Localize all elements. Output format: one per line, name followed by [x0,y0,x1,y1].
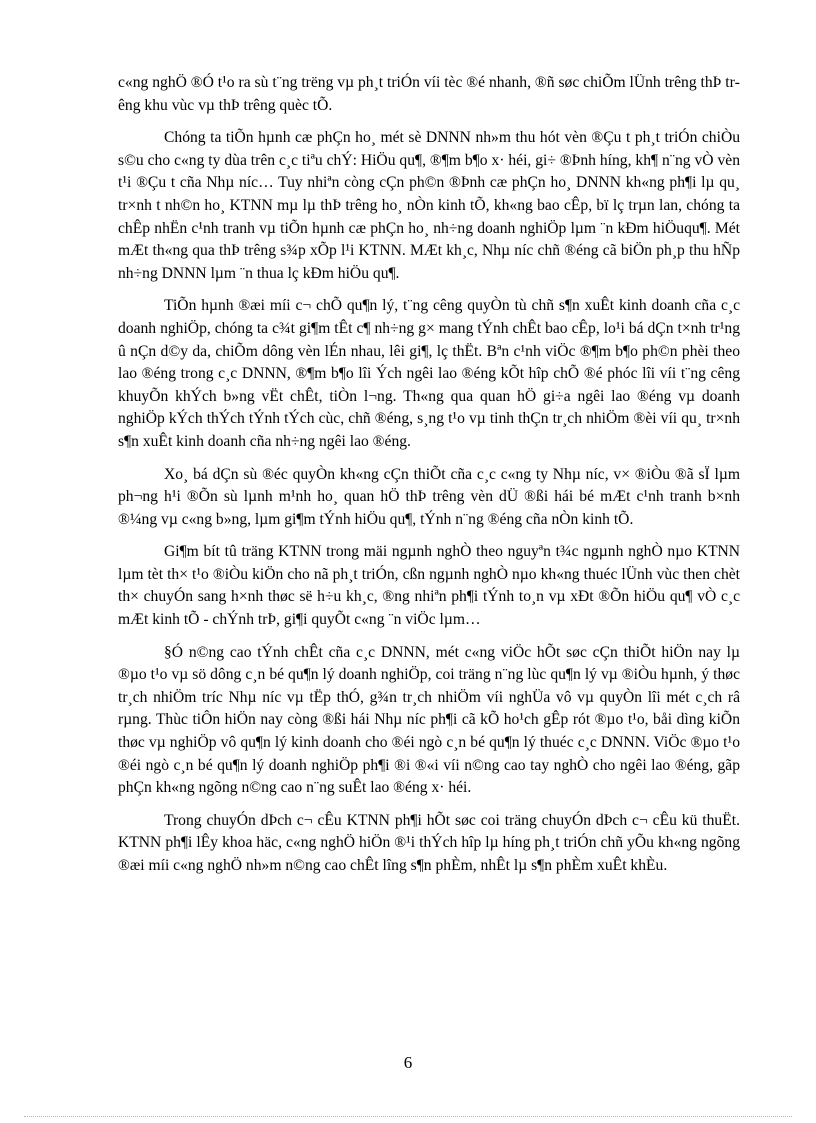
body-text [118,72,740,888]
paragraph-2: Chóng ta tiÕn hµnh cæ phÇn ho¸ mét sè DNNN nh»m thu hót vèn ®Çu t ph¸t triÓn chiÒu s©u cho c«ng ty dùa trên c¸c tiªu chÝ: HiÖu qu¶, ®¶m b¶o x· héi, gi÷ ®Þnh híng, kh¶ n¨ng vÒ vèn t¹i ®Çu t cña Nhµ níc… Tuy nhiªn còng cÇn ph©n ®Þnh cæ phÇn ho¸ DNNN kh«ng ph¶i lµ qu¸ tr×nh t nh©n ho¸ KTNN mµ lµ thÞ trêng ho¸ nÒn kinh tÕ, kh«ng bao cÊp, bï lç trµn lan, chóng ta chÊp nhËn c¹nh tranh vµ tiÕn hµnh cæ phÇn ho¸ nh÷ng doanh nghiÖp lµm ¨n kÐm hiÖuqu¶. Mét mÆt th«ng qua thÞ trêng s¾p xÕp l¹i KTNN. MÆt kh¸c, Nhµ níc chñ ®éng cã biÖn ph¸p thu hÑp nh÷ng DNNN lµm ¨n thua lç kÐm hiÖu qu¶. [118,129,740,282]
page-number: 6 [403,1053,413,1072]
paragraph-5: Gi¶m bít tû träng KTNN trong mäi ngµnh nghÒ theo nguyªn t¾c ngµnh nghÒ nµo KTNN lµm tèt th× t¹o ®iÒu kiÖn cho nã ph¸t triÓn, cßn ngµnh nghÒ nµo kh«ng thuéc lÜnh vùc then chèt th× chuyÓn sang h×nh thøc së h÷u kh¸c, ®ng nhiªn ph¶i tÝnh to¸n vµ xÐt ®Õn hiÖu qu¶ vÒ c¸c mÆt kinh tÕ - chÝnh trÞ, gi¶i quyÕt c«ng ¨n viÖc lµm… [118,543,740,629]
paragraph-7: Trong chuyÓn dÞch c¬ cÊu KTNN ph¶i hÕt søc coi träng chuyÓn dÞch c¬ cÊu kü thuËt. KTNN ph¶i lÊy khoa häc, c«ng nghÖ hiÖn ®¹i thÝch hîp lµ híng ph¸t triÓn chñ yÕu kh«ng ngõng ®æi míi c«ng nghÖ nh»m n©ng cao chÊt lîng s¶n phÈm, nhÊt lµ s¶n phÈm xuÊt khÈu. [118,811,740,874]
paragraph-1: c«ng nghÖ ®Ó t¹o ra sù t¨ng trëng vµ ph¸t triÓn víi tèc ®é nhanh, ®ñ søc chiÕm lÜnh trêng thÞ trêng khu vùc vµ thÞ trêng quèc tÕ. [118,74,740,114]
paragraph-6: §Ó n©ng cao tÝnh chÊt cña c¸c DNNN, mét c«ng viÖc hÕt søc cÇn thiÕt hiÖn nay lµ ®µo t¹o vµ sö dông c¸n bé qu¶n lý doanh nghiÖp, coi träng n¨ng lùc qu¶n lý vµ ®iÒu hµnh, ý thøc tr¸ch nhiÖm tríc Nhµ níc vµ tËp thÓ, g¾n tr¸ch nhiÖm víi nghÜa vô vµ quyÒn lîi mét c¸ch râ rµng. Thùc tiÔn hiÖn nay còng ®ßi hái Nhµ níc ph¶i cã kÕ ho¹ch gÊp rót ®µo t¹o, båi dìng kiÕn thøc vµ nghiÖp vô qu¶n lý kinh doanh cho ®éi ngò c¸n bé qu¶n lý thuéc c¸c DNNN. ViÖc ®µo t¹o ®éi ngò c¸n bé qu¶n lý doanh nghiÖp ph¶i ®i ®«i víi n©ng cao tay nghÒ cho ngêi lao ®éng, gãp phÇn kh«ng ngõng n©ng cao n¨ng suÊt lao ®éng x· héi. [118,643,740,797]
paragraph-3: TiÕn hµnh ®æi míi c¬ chÕ qu¶n lý, t¨ng cêng quyÒn tù chñ s¶n xuÊt kinh doanh cña c¸c doanh nghiÖp, chóng ta c¾t gi¶m tÊt c¶ nh÷ng g× mang tÝnh chÊt bao cÊp, lo¹i bá dÇn t×nh tr¹ng û nÇn d©y da, chiÕm dông vèn lÉn nhau, lêi gi¶, lç thËt. Bªn c¹nh viÖc ®¶m b¶o ph©n phèi theo lao ®éng trong c¸c DNNN, ®¶m b¶o lîi Ých ngêi lao ®éng kÕt hîp chÕ ®é phóc lîi víi t¨ng cêng khuyÕn khÝch b»ng vËt chÊt, tiÒn l¬ng. Th«ng qua quan hÖ gi÷a ngêi lao ®éng vµ doanh nghiÖp kÝch thÝch tÝnh tÝch cùc, chñ ®éng, s¸ng t¹o vµ tinh thÇn tr¸ch nhiÖm ®èi víi qu¸ tr×nh s¶n xuÊt kinh doanh cña nh÷ng ngêi lao ®éng. [118,297,740,450]
paragraph-4: Xo¸ bá dÇn sù ®éc quyÒn kh«ng cÇn thiÕt cña c¸c c«ng ty Nhµ níc, v× ®iÒu ®ã sÏ lµm ph¬ng h¹i ®Õn sù lµnh m¹nh ho¸ quan hÖ thÞ trêng vèn dÜ ®ßi hái bé mÆt c¹nh tranh b×nh ®¼ng vµ c«ng b»ng, lµm gi¶m tÝnh hiÖu qu¶, tÝnh n¨ng ®éng cña nÒn kinh tÕ. [118,465,740,528]
footer-divider [24,1116,792,1117]
